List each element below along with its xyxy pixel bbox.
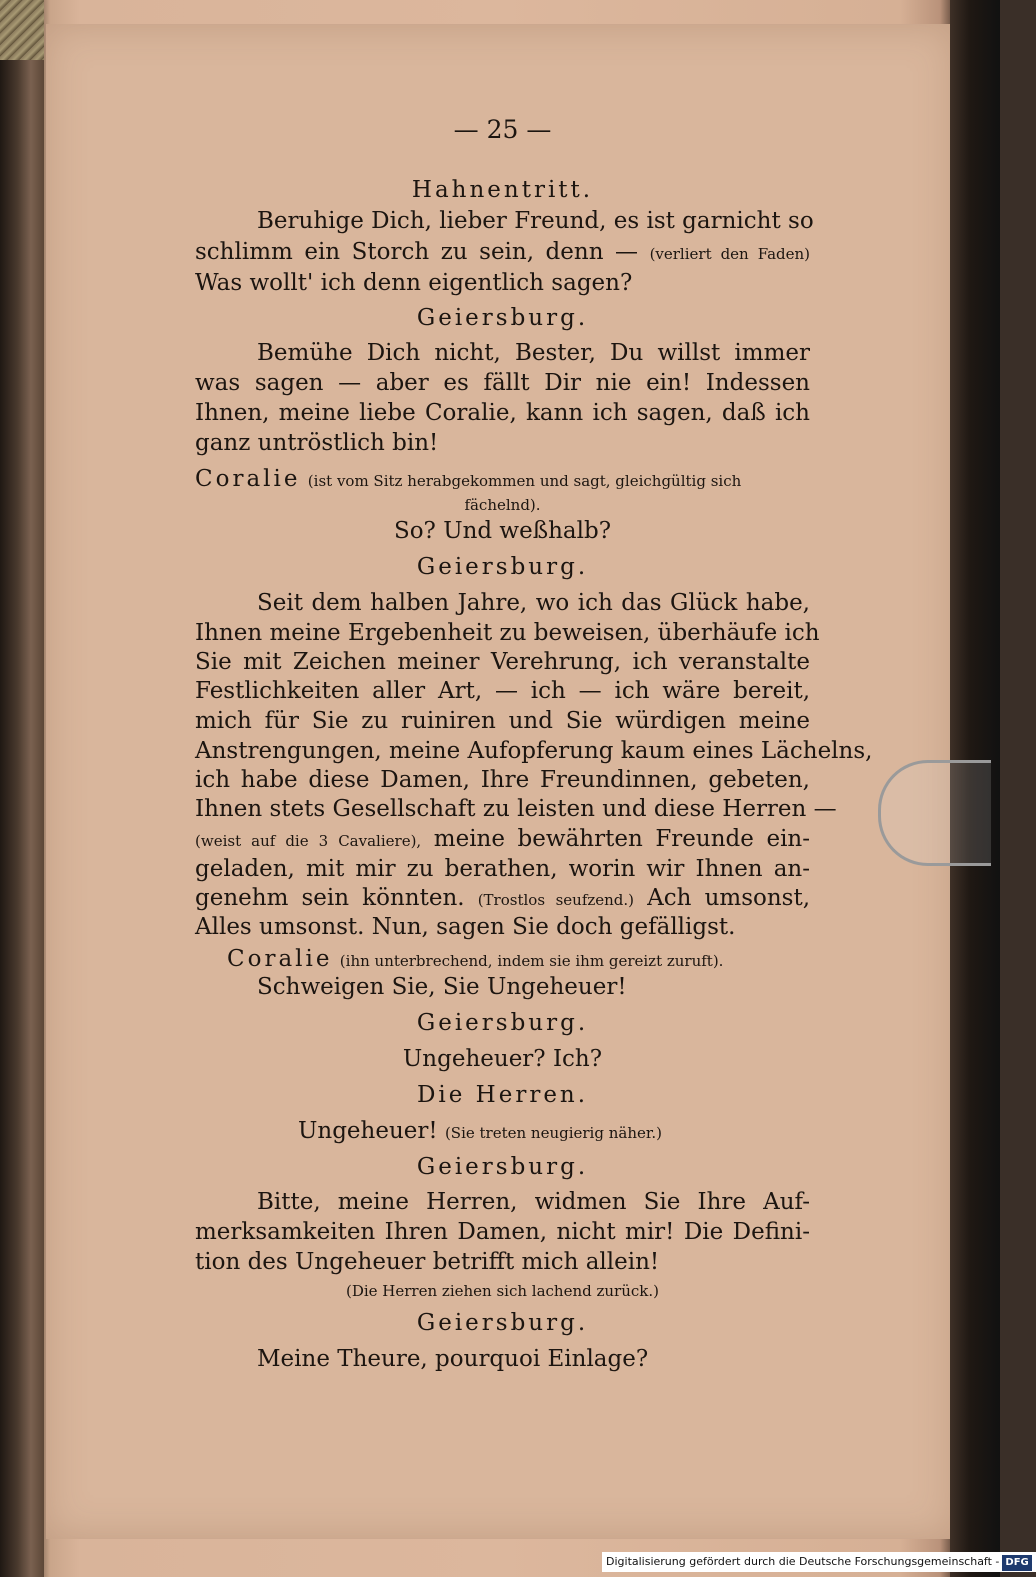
- text-span: Ungeheuer!: [298, 1118, 438, 1144]
- paper-clip: [878, 760, 991, 866]
- speaker-heading: Geiersburg.: [416, 1154, 589, 1180]
- dfg-logo: DFG: [1002, 1555, 1031, 1571]
- stage-direction: (ihn unterbrechend, indem sie ihm gereizt zuruft).: [339, 952, 724, 970]
- text-span: schlimm ein Storch zu sein, denn —: [195, 239, 639, 265]
- text-line: was sagen — aber es fällt Dir nie ein! Indessen: [195, 370, 810, 396]
- text-span: meine bewährten Freunde ein-: [433, 826, 811, 852]
- stage-direction: fächelnd).: [464, 496, 541, 514]
- text-line: Beruhige Dich, lieber Freund, es ist garnicht so: [257, 208, 814, 234]
- text-span: Ach umsonst,: [647, 885, 811, 911]
- digitization-footer: [602, 1552, 1036, 1572]
- text-line: tion des Ungeheuer betrifft mich allein!: [195, 1249, 660, 1275]
- text-line: merksamkeiten Ihren Damen, nicht mir! Die Defini-: [195, 1219, 810, 1245]
- stage-direction: (verliert den Faden): [649, 245, 811, 263]
- text-line: Bitte, meine Herren, widmen Sie Ihre Auf-: [257, 1189, 810, 1215]
- text-line: Anstrengungen, meine Aufopferung kaum eines Lächelns,: [195, 738, 873, 764]
- text-line: Schweigen Sie, Sie Ungeheuer!: [257, 974, 627, 1000]
- text-line: mich für Sie zu ruiniren und Sie würdigen meine: [195, 708, 810, 734]
- text-line: ich habe diese Damen, Ihre Freundinnen, gebeten,: [195, 767, 810, 793]
- book-spine-edge: [0, 0, 44, 1577]
- binding-thread: [0, 0, 44, 60]
- speaker-heading: Hahnentritt.: [411, 177, 594, 203]
- stage-direction: (Trostlos seufzend.): [477, 891, 635, 909]
- speaker-heading: Geiersburg.: [416, 554, 589, 580]
- stage-direction: (Die Herren ziehen sich lachend zurück.): [345, 1282, 659, 1300]
- stage-direction: (ist vom Sitz herabgekommen und sagt, gleichgültig sich: [307, 472, 742, 490]
- text-line: Ihnen stets Gesellschaft zu leisten und diese Herren —: [195, 796, 837, 822]
- text-line: Bemühe Dich nicht, Bester, Du willst immer: [257, 340, 810, 366]
- text-line: Ihnen, meine liebe Coralie, kann ich sagen, daß ich: [195, 400, 810, 426]
- page-number: — 25 —: [453, 115, 552, 144]
- speaker-name: Coralie: [195, 466, 301, 492]
- text-line: Ungeheuer? Ich?: [402, 1046, 603, 1072]
- text-line: [195, 824, 810, 856]
- text-line: Seit dem halben Jahre, wo ich das Glück habe,: [257, 590, 810, 616]
- text-line: Meine Theure, pourquoi Einlage?: [257, 1346, 649, 1372]
- text-line: [195, 1116, 913, 1148]
- text-span: genehm sein könnten.: [195, 885, 465, 911]
- stage-direction: (weist auf die 3 Cavaliere),: [195, 832, 422, 850]
- text-line: Festlichkeiten aller Art, — ich — ich wäre bereit,: [195, 678, 810, 704]
- footer-text: Digitalisierung gefördert durch die Deutsche Forschungsgemeinschaft -: [606, 1555, 1000, 1568]
- speaker-heading: Die Herren.: [416, 1082, 589, 1108]
- stage-direction: (Sie treten neugierig näher.): [444, 1124, 663, 1142]
- text-line: Alles umsonst. Nun, sagen Sie doch gefälligst.: [195, 914, 736, 940]
- speaker-heading: Geiersburg.: [416, 305, 589, 331]
- text-line: Ihnen meine Ergebenheit zu beweisen, überhäufe ich: [195, 620, 820, 646]
- text-line: ganz untröstlich bin!: [195, 430, 439, 456]
- text-line: geladen, mit mir zu berathen, worin wir Ihnen an-: [195, 856, 810, 882]
- text-line: Was wollt' ich denn eigentlich sagen?: [195, 270, 633, 296]
- text-line: Sie mit Zeichen meiner Verehrung, ich veranstalte: [195, 649, 810, 675]
- speaker-name: Coralie: [227, 946, 333, 972]
- speaker-heading: Geiersburg.: [416, 1010, 589, 1036]
- speaker-heading: Geiersburg.: [416, 1310, 589, 1336]
- text-line: So? Und weßhalb?: [393, 518, 612, 544]
- text-line: [195, 237, 810, 269]
- text-line: [195, 883, 810, 915]
